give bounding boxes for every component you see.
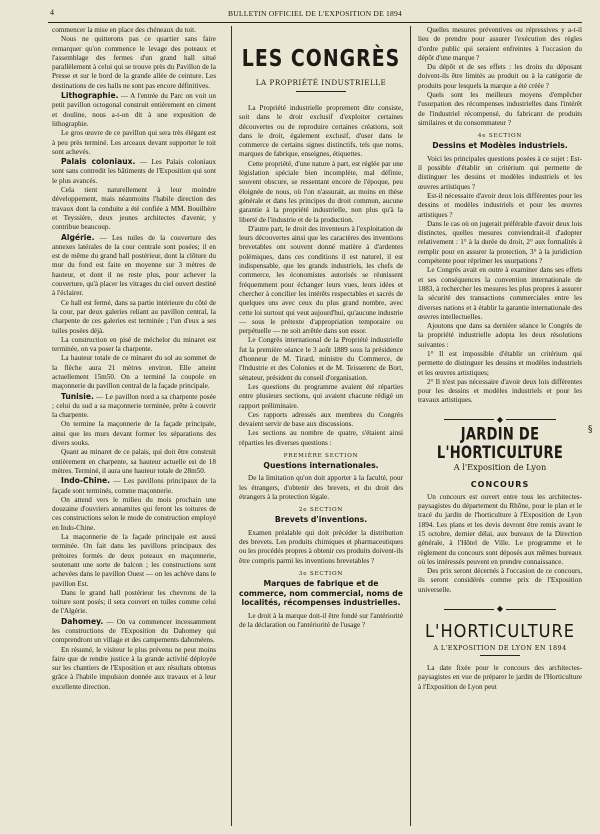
concours-heading: CONCOURS (470, 479, 530, 489)
paragraph: Le droit à la marque doit-il être fondé sur l'antériorité de la déclaration ou l'antériorité de l'usage ? (239, 611, 403, 629)
paragraph: Voici les principales questions posées à ce sujet : Est-il possible d'établir un critérium qui permette de distinguer les dessins et modèles industriels et les œuvres artistiques ? (418, 154, 582, 191)
horticulture-title: L'HORTICULTURE (425, 621, 575, 643)
paragraph: Cette propriété, d'une nature à part, est réglée par une législation spéciale bien incomplète, mal définie, souvent obscure, se ressentant encore de l'époque, peu éloignée de nous, où l'on n'assurait, au moins en thèse générale et dans les principes du droit commun, aucune garantie à la propriété industrielle, non plus qu'à la liberté de l'industrie et de la production. (239, 159, 403, 224)
paragraph: Dans le cas où on jugerait préférable d'avoir deux lois distinctes, quelles mesures conviendrait-il d'adopter relativement : 1° à la durée du droit, 2° aux formalités à remplir pour en assurer la protection, 3° à la juridiction compétente pour réprimer les usurpations ? (418, 219, 582, 266)
section-title: Dessins et Modèles industriels. (432, 141, 568, 151)
paragraph (52, 354, 216, 391)
dessins-body (418, 155, 582, 406)
column-rule (410, 26, 411, 826)
section-label: 4e SECTION (477, 133, 523, 140)
paragraph-text: On termine la maçonnerie de la façade principale, ainsi que les murs devant former les séparations des divers souks. (52, 420, 216, 448)
paragraph-lead: Dahomey. (61, 616, 104, 626)
jardin-subtitle: A l'Exposition de Lyon (453, 461, 547, 472)
section-title: Questions internationales. (263, 460, 379, 470)
paragraph-text: La construction en pisé de méchelor du minaret est terminée, on va poser la charpente. (52, 335, 216, 354)
ornament-divider: ◆ (418, 415, 582, 424)
paragraph (52, 336, 216, 355)
paragraph-text: commencer la mise en place des chéneaux du toit. (52, 26, 196, 34)
section-title: Brevets d'inventions. (274, 515, 368, 525)
paragraph: 1° Il est impossible d'établir un critérium qui permette de distinguer les dessins et modèles industriels et les œuvres artistiques; (418, 350, 582, 377)
column-rule (231, 26, 232, 826)
paragraph: Les sections au nombre de quatre, s'étaient ainsi réparties les diverses questions : (239, 429, 403, 447)
paragraph (52, 299, 216, 336)
paragraph: Le Congrès international de la Propriété industrielle fut la première séance le 3 août 1889 sous la présidence d'honneur de M. Tirard, ministre du Commerce, de l'Industrie et des Colonies et de M. Teisserenc de Bort, sénateur, président du conseil d'organisation. (239, 336, 403, 382)
header-title: BULLETIN OFFICIEL DE L'EXPOSITION DE 1894 (227, 8, 402, 18)
paragraph (52, 617, 216, 646)
column-right (418, 26, 582, 826)
paragraph: Le Congrès avait en outre à examiner dans ses effets et ses conséquences la convention internationale de 1883, à rechercher les mesures les plus propres à assurer la sécurité des transactions commerciales entre les diverses nations et à établir la garantie internationale des œuvres intellectuelles. (418, 266, 582, 321)
paragraph (52, 496, 216, 533)
paragraph: De la limitation qu'on doit apporter à la faculté, pour les étrangers, d'obtenir des brevets, et du droit des étrangers à la protection légale. (239, 474, 403, 502)
margin-mark: § (588, 425, 593, 435)
paragraph (52, 35, 216, 91)
paragraph (52, 533, 216, 589)
congres-title: LES CONGRÈS (241, 44, 401, 72)
paragraph-lead: Lithographie. (61, 91, 119, 101)
paragraph-text: En résumé, le visiteur le plus prévenu ne peut moins faire que de rendre justice à la grande activité déployée sur les chantiers de l'Exposition et aux résultats obtenus grâce à l'habile impulsion donnée aux travaux et à leur excellente direction. (52, 645, 216, 691)
paragraph: Ces rapports adressés aux membres du Congrès devaient servir de base aux discussions. (239, 410, 403, 429)
paragraph-lead: Palais coloniaux. (61, 157, 136, 167)
horticulture-subtitle: A L'EXPOSITION DE LYON EN 1894 (418, 644, 582, 656)
paragraph-text: — A l'entrée du Parc on voit un petit pavillon octogonal construit entièrement en ciment et douline, nous a-t-on dit à une exposition de lithographie. (52, 92, 216, 128)
paragraph-text: — Les pavillons principaux de la façade sont terminés, comme maçonnerie. (52, 477, 216, 495)
header-rule (48, 22, 582, 23)
paragraph (52, 476, 216, 496)
paragraph-lead: Tunisie. (61, 391, 94, 401)
paragraph: Examen préalable qui doit précéder la distribution des brevets. Les produits chimiques et pharmaceutiques ou les procédés propres à obtenir ces produits doivent-ils être compris parmi les inventions brevetables ? (239, 528, 403, 565)
congres-subtitle: LA PROPRIÉTÉ INDUSTRIELLE (239, 78, 403, 92)
paragraph: Quelles mesures préventives ou répressives y a-t-il lieu de prendre pour assurer l'exécution des règles d'ordre public qui seraient enfreintes à l'occasion du dépôt d'une marque ? (418, 26, 582, 62)
paragraph: Du dépôt et de ses effets : les droits du déposant doivent-ils être limités au produit ou à la catégorie de produits pour lesquels la marque a été créée ? (418, 63, 582, 90)
paragraph: Ajoutons que dans sa dernière séance le Congrès de la propriété industrielle adopta les deux résolutions suivantes : (418, 322, 582, 349)
section-label: PREMIÈRE SECTION (283, 452, 359, 459)
paragraph: Quels sont les meilleurs moyens d'empêcher l'usurpation des récompenses industrielles dans l'intérêt de l'industriel récompensé, du fabricant de produits similaires et du consommateur ? (418, 91, 582, 127)
paragraph: D'autre part, le droit des inventeurs à l'exploitation de leurs découvertes ainsi que les caractères des inventions brevetables ont souvent donné matière à d'ardentes polémiques, dans ces conditions il est naturel, il est indispensable, que les grands industriels, les chefs de commerce, les économistes autorisés se réunissent fréquemment pour échanger leurs vues, leurs idées et chercher à concilier les intérêts respectables et sacrés de quelques uns avec ceux du plus grand nombre, avec cette loi surtout qui veut aujourd'hui, qu'aucune industrie — sous le prétexte d'appropriation temporaire ou perpétuelle — ne soit arrêtée dans son essor. (239, 224, 403, 336)
paragraph: Des prix seront décernés à l'occasion de ce concours, ils seront considérés comme prix de l'Exposition universelle. (418, 567, 582, 594)
paragraph: 2° Il n'est pas nécessaire d'avoir deux lois différentes pour les dessins et modèles industriels et pour les travaux artistiques. (418, 377, 582, 405)
paragraph-text: Ce hall est fermé, dans sa partie intérieure du côté de la cour, par deux galeries reliant au pavillon central, la charpente de ces galeries est terminée ; l'un d'eux a ses tuiles posées déjà. (52, 298, 216, 335)
paragraph (52, 91, 216, 129)
congres-body (239, 104, 403, 448)
paragraph-text: On attend vers le milieu du mois prochain une douzaine d'ouvriers annamites qui feront les toitures de ces constructions selon le mode de construction employé en Indo-Chine. (52, 495, 216, 532)
paragraph-lead: Algérie. (61, 232, 95, 242)
paragraph (52, 448, 216, 476)
paragraph (52, 129, 216, 157)
column-left (52, 26, 216, 826)
paragraph-text: La hauteur totale de ce minaret du sol au sommet de la flèche aura 21 mètres environ. Elle atteint actuellement 15m50. On a terminé la coupole en maçonnerie du pavillon central de la façade principale. (52, 354, 216, 391)
paragraph: Les questions du programme avaient été réparties entre plusieurs sections, qui avaient chacune rédigé un rapport préliminaire. (239, 382, 403, 410)
paragraph-text: Quant au minaret de ce palais, qui doit être construit entièrement en charpente, sa hauteur actuelle est de 18 mètres. Terminé, il aura une hauteur totale de 28m50. (52, 448, 216, 475)
paragraph-text: Le gros œuvre de ce pavillon qui sera très élégant est à peu près terminé. Les arceaux devant supporter le toit sont achevés. (52, 129, 216, 156)
paragraph (52, 233, 216, 299)
horticulture-body (418, 664, 582, 692)
page-header (50, 5, 580, 21)
jardin-body (418, 493, 582, 595)
paragraph (52, 646, 216, 692)
paragraph (52, 157, 216, 186)
paragraph (52, 589, 216, 617)
marques-continued (418, 26, 582, 128)
paragraph-text: La maçonnerie de la façade principale est aussi terminée. On fait dans les pavillons principaux des prétoires formés de deux poteaux en maçonnerie, soutenant une sorte de balcon ; les constructions sont achevées dans le pavillon Ouest — on les achève dans le pavillon Est. (52, 533, 216, 588)
jardin-title: JARDIN DE L'HORTICULTURE (436, 425, 564, 463)
paragraph: La Propriété industrielle proprement dite consiste, soit dans le droit exclusif d'exploiter certaines découvertes ou de reproduire certaines créations, soit dans le droit, également exclusif, d'user dans le commerce de certains signes distinctifs, tels que noms, marques de fabrique, enseignes, étiquettes. (239, 104, 403, 159)
paragraph (52, 420, 216, 448)
paragraph-text: Nous ne quitterons pas ce quartier sans faire remarquer qu'on commence le levage des poteaux et l'assemblage des fermes d'un grand hall situé parallèlement à celui qui se trouve près du Pavillon de la Presse et sur le bord de la grande allée de ceinture. Les destinations de ces halls ne sont pas encore définitives. (52, 35, 216, 90)
paragraph-text: Cela tient naturellement à leur moindre développement, mais néanmoins l'habile direction des travaux dont la conduite a été confiée à MM. Bouilhère et Teyssière, deux jeunes architectes d'avenir, y contribue beaucoup. (52, 186, 216, 232)
section-label: 2e SECTION (298, 507, 344, 514)
paragraph (52, 26, 216, 35)
section-label: 3e SECTION (298, 571, 344, 578)
paragraph-text: Dans le grand hall postérieur les chevrons de la toiture sont posés; il sera couvert en tuiles comme celui de l'Algérie. (52, 588, 216, 616)
paragraph-text: — Les Palais coloniaux sont sans contredit les bâtiments de l'Exposition qui sont le plus avancés. (52, 158, 216, 185)
paragraph: La date fixée pour le concours des architectes-paysagistes en vue de préparer le jardin de l'Horticulture à l'Exposition de Lyon peut (418, 664, 582, 691)
paragraph (52, 186, 216, 232)
paragraph-text: — Le pavillon nord a sa charpente posée ; celui du sud a sa maçonnerie terminée, prête à couvrir la charpente. (52, 392, 216, 420)
paragraph: Un concours est ouvert entre tous les architectes-paysagistes du département du Rhône, pour le plan et le tracé du jardin de l'horticulture à l'Exposition de Lyon 1894. Les plans et les devis devront être remis avant le 15 octobre, dernier délai, aux bureaux de la Direction générale, à l'Hôtel de Ville. Le programme et le règlement du concours sont déposés aux mêmes bureaux où les intéressés peuvent en prendre connaissance. (418, 492, 582, 566)
column-middle (239, 26, 403, 826)
paragraph: Est-il nécessaire d'avoir deux lois différentes pour les dessins et modèles industriels et pour les œuvres artistiques ? (418, 191, 582, 219)
ornament-divider: ◆ (418, 604, 582, 613)
section-title: Marques de fabrique et de commerce, nom commercial, noms de localités, récompenses industrielles. (239, 579, 403, 608)
paragraph-text: — Les tuiles de la couverture des annexes latérales de la cour centrale sont posées; il en est de même du grand hall postérieur, dont la clôture du mur du fond est faite en moyenne sur 3 mètres de hauteur, et dont il ne reste plus, pour achever la couverture, qu'à placer les vitrages du ciel ouvert destiné à l'éclairer. (52, 233, 216, 298)
paragraph-lead: Indo-Chine. (61, 476, 111, 486)
paragraph (52, 392, 216, 421)
page-number: 4 (50, 8, 55, 17)
paragraph-text: — On va commencer incessamment les constructions de l'Exposition du Dahomey qui comprendront un village et des campements dahoméens. (52, 617, 216, 645)
